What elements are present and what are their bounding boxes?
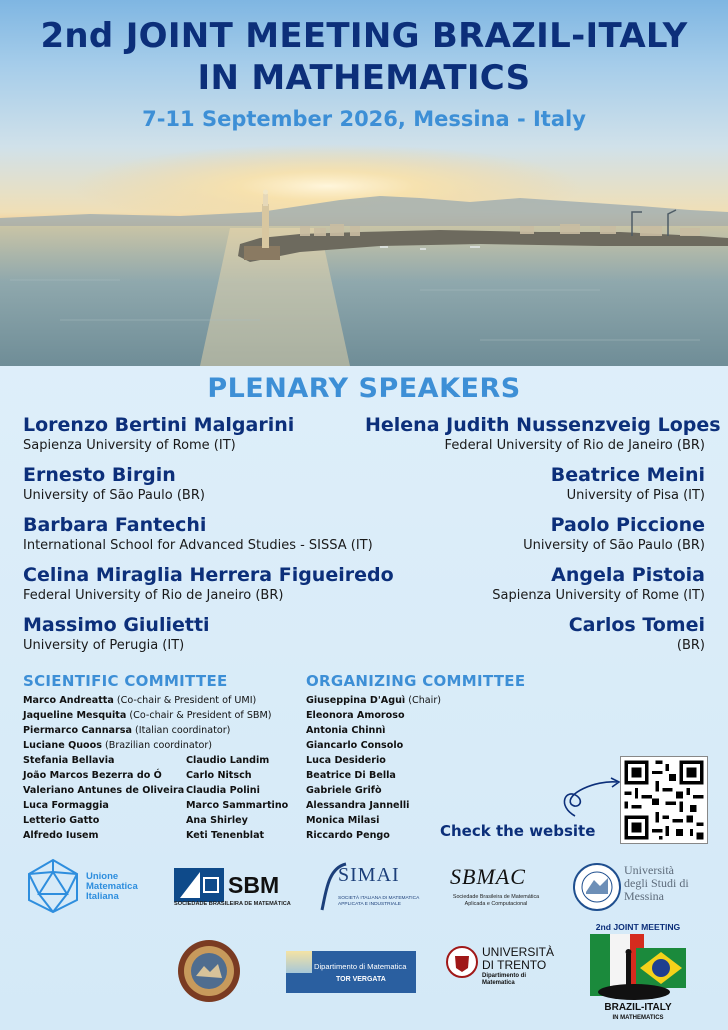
speaker-left-2 bbox=[23, 464, 363, 503]
speaker-affiliation: (BR) bbox=[676, 638, 705, 653]
trento-logo-text: UNIVERSITÀ DI TRENTO bbox=[482, 945, 555, 972]
speaker-affiliation: Sapienza University of Rome (IT) bbox=[492, 588, 705, 603]
event-title-line-1: 2nd JOINT MEETING BRAZIL-ITALY bbox=[40, 16, 688, 56]
speaker-right-5 bbox=[365, 614, 705, 653]
speaker-affiliation: Sapienza University of Rome (IT) bbox=[23, 438, 236, 453]
messina-harbour-photo bbox=[0, 0, 728, 366]
speaker-name: Angela Pistoia bbox=[551, 564, 705, 586]
event-logo-top-text: 2nd JOINT MEETING bbox=[595, 922, 681, 932]
member-name: Luca Formaggia bbox=[23, 800, 109, 811]
speaker-affiliation: University of Pisa (IT) bbox=[566, 488, 705, 503]
speaker-name: Ernesto Birgin bbox=[23, 464, 176, 486]
speaker-left-3 bbox=[23, 514, 373, 553]
speaker-affiliation: Federal University of Rio de Janeiro (BR) bbox=[23, 588, 284, 603]
speaker-right-3 bbox=[365, 514, 705, 553]
speaker-left-5 bbox=[23, 614, 363, 653]
member-role: (Co-chair & President of SBM) bbox=[129, 710, 272, 721]
member-role: (Brazilian coordinator) bbox=[105, 740, 213, 751]
member-name: Keti Tenenblat bbox=[186, 830, 265, 841]
simai-logo-subtitle: SOCIETÀ ITALIANA DI MATEMATICA APPLICATA E INDUSTRIALE bbox=[338, 896, 420, 907]
sbmac-logo-text: SBMAC bbox=[450, 864, 526, 889]
member-name: Piermarco Cannarsa bbox=[23, 725, 132, 736]
member-role: (Chair) bbox=[408, 695, 442, 706]
member-name: Marco Andreatta bbox=[23, 695, 114, 706]
event-title-line-2: IN MATHEMATICS bbox=[197, 58, 531, 98]
speaker-affiliation: University of Perugia (IT) bbox=[23, 638, 185, 653]
committee-chair-line bbox=[23, 725, 230, 736]
trento-seal-logo bbox=[446, 946, 478, 978]
speaker-affiliation: University of São Paulo (BR) bbox=[523, 538, 705, 553]
member-name: Valeriano Antunes de Oliveira bbox=[23, 785, 185, 796]
speaker-name: Paolo Piccione bbox=[550, 514, 705, 536]
committee-chair-line bbox=[23, 710, 272, 721]
member-role: (Co-chair & President of UMI) bbox=[116, 695, 257, 706]
member-name: Antonia Chinnì bbox=[306, 725, 386, 736]
speaker-name: Lorenzo Bertini Malgarini bbox=[23, 414, 295, 436]
speaker-affiliation: Federal University of Rio de Janeiro (BR) bbox=[444, 438, 705, 453]
member-name: Beatrice Di Bella bbox=[306, 770, 396, 781]
member-name: Stefania Bellavia bbox=[23, 755, 115, 766]
member-role: (Italian coordinator) bbox=[135, 725, 231, 736]
speaker-right-4 bbox=[365, 564, 705, 603]
member-name: Claudia Polini bbox=[186, 785, 260, 796]
member-name: Alfredo Iusem bbox=[23, 830, 99, 841]
tor-vergata-logo: Dipartimento di Matematica TOR VERGATA bbox=[286, 951, 416, 993]
speaker-name: Barbara Fantechi bbox=[23, 514, 207, 536]
trento-logo-subtitle: Dipartimento di Matematica bbox=[482, 973, 527, 986]
speaker-left-1 bbox=[23, 414, 363, 453]
member-name: Carlo Nitsch bbox=[186, 770, 252, 781]
unime-logo-text: Università degli Studi di Messina bbox=[624, 863, 689, 903]
sbm-emblem-logo bbox=[174, 868, 224, 902]
umi-logo-text: Unione Matematica Italiana bbox=[86, 871, 138, 902]
speaker-left-4 bbox=[23, 564, 394, 603]
speaker-affiliation: University of São Paulo (BR) bbox=[23, 488, 205, 503]
curved-arrow-icon bbox=[555, 776, 625, 820]
member-name: Luciane Quoos bbox=[23, 740, 102, 751]
check-website-link[interactable]: Check the website bbox=[440, 822, 596, 840]
simai-logo-text: SIMAI bbox=[338, 864, 400, 886]
member-name: Riccardo Pengo bbox=[306, 830, 390, 841]
member-name: Monica Milasi bbox=[306, 815, 380, 826]
member-name: Letterio Gatto bbox=[23, 815, 100, 826]
unime-seal-logo bbox=[572, 862, 622, 912]
member-name: Luca Desiderio bbox=[306, 755, 386, 766]
speaker-right-1 bbox=[365, 414, 721, 453]
member-name: Claudio Landim bbox=[186, 755, 270, 766]
sbm-logo-text: SBM bbox=[228, 872, 280, 898]
committee-chair-line bbox=[23, 695, 256, 706]
speaker-right-2 bbox=[365, 464, 705, 503]
member-name: Marco Sammartino bbox=[186, 800, 289, 811]
committee-chair-line bbox=[306, 695, 441, 706]
member-name: Jaqueline Mesquita bbox=[23, 710, 127, 721]
speaker-name: Celina Miraglia Herrera Figueiredo bbox=[23, 564, 394, 586]
organizing-committee-heading: ORGANIZING COMMITTEE bbox=[306, 672, 526, 690]
speaker-name: Helena Judith Nussenzveig Lopes bbox=[365, 414, 721, 436]
event-logo bbox=[586, 922, 690, 1024]
member-name: João Marcos Bezerra do Ó bbox=[23, 770, 162, 781]
peloritana-seal-logo bbox=[176, 938, 242, 1004]
event-logo-bottom-text: BRAZIL-ITALY bbox=[604, 1002, 672, 1013]
event-logo-subtitle: IN MATHEMATICS bbox=[612, 1015, 664, 1021]
speaker-name: Massimo Giulietti bbox=[23, 614, 210, 636]
sbmac-logo-subtitle: Sociedade Brasileira de Matemática Aplicada e Computacional bbox=[452, 894, 540, 907]
member-name: Giancarlo Consolo bbox=[306, 740, 404, 751]
website-qr-code[interactable] bbox=[620, 756, 708, 844]
speaker-affiliation: International School for Advanced Studies - SISSA (IT) bbox=[23, 538, 373, 553]
member-name: Alessandra Jannelli bbox=[306, 800, 410, 811]
committee-chair-line bbox=[23, 740, 212, 751]
sbm-logo-subtitle: SOCIEDADE BRASILEIRA DE MATEMÁTICA bbox=[174, 901, 291, 907]
speaker-name: Carlos Tomei bbox=[568, 614, 705, 636]
umi-icosahedron-logo bbox=[25, 858, 81, 914]
italy-brazil-flags-icon bbox=[590, 934, 686, 1002]
member-name: Eleonora Amoroso bbox=[306, 710, 405, 721]
scientific-committee-heading: SCIENTIFIC COMMITTEE bbox=[23, 672, 228, 690]
event-date-location: 7-11 September 2026, Messina - Italy bbox=[142, 107, 586, 131]
member-name: Gabriele Grifò bbox=[306, 785, 382, 796]
member-name: Ana Shirley bbox=[186, 815, 248, 826]
plenary-speakers-heading: PLENARY SPEAKERS bbox=[207, 373, 521, 404]
member-name: Giuseppina D'Aguì bbox=[306, 695, 406, 706]
speaker-name: Beatrice Meini bbox=[550, 464, 705, 486]
